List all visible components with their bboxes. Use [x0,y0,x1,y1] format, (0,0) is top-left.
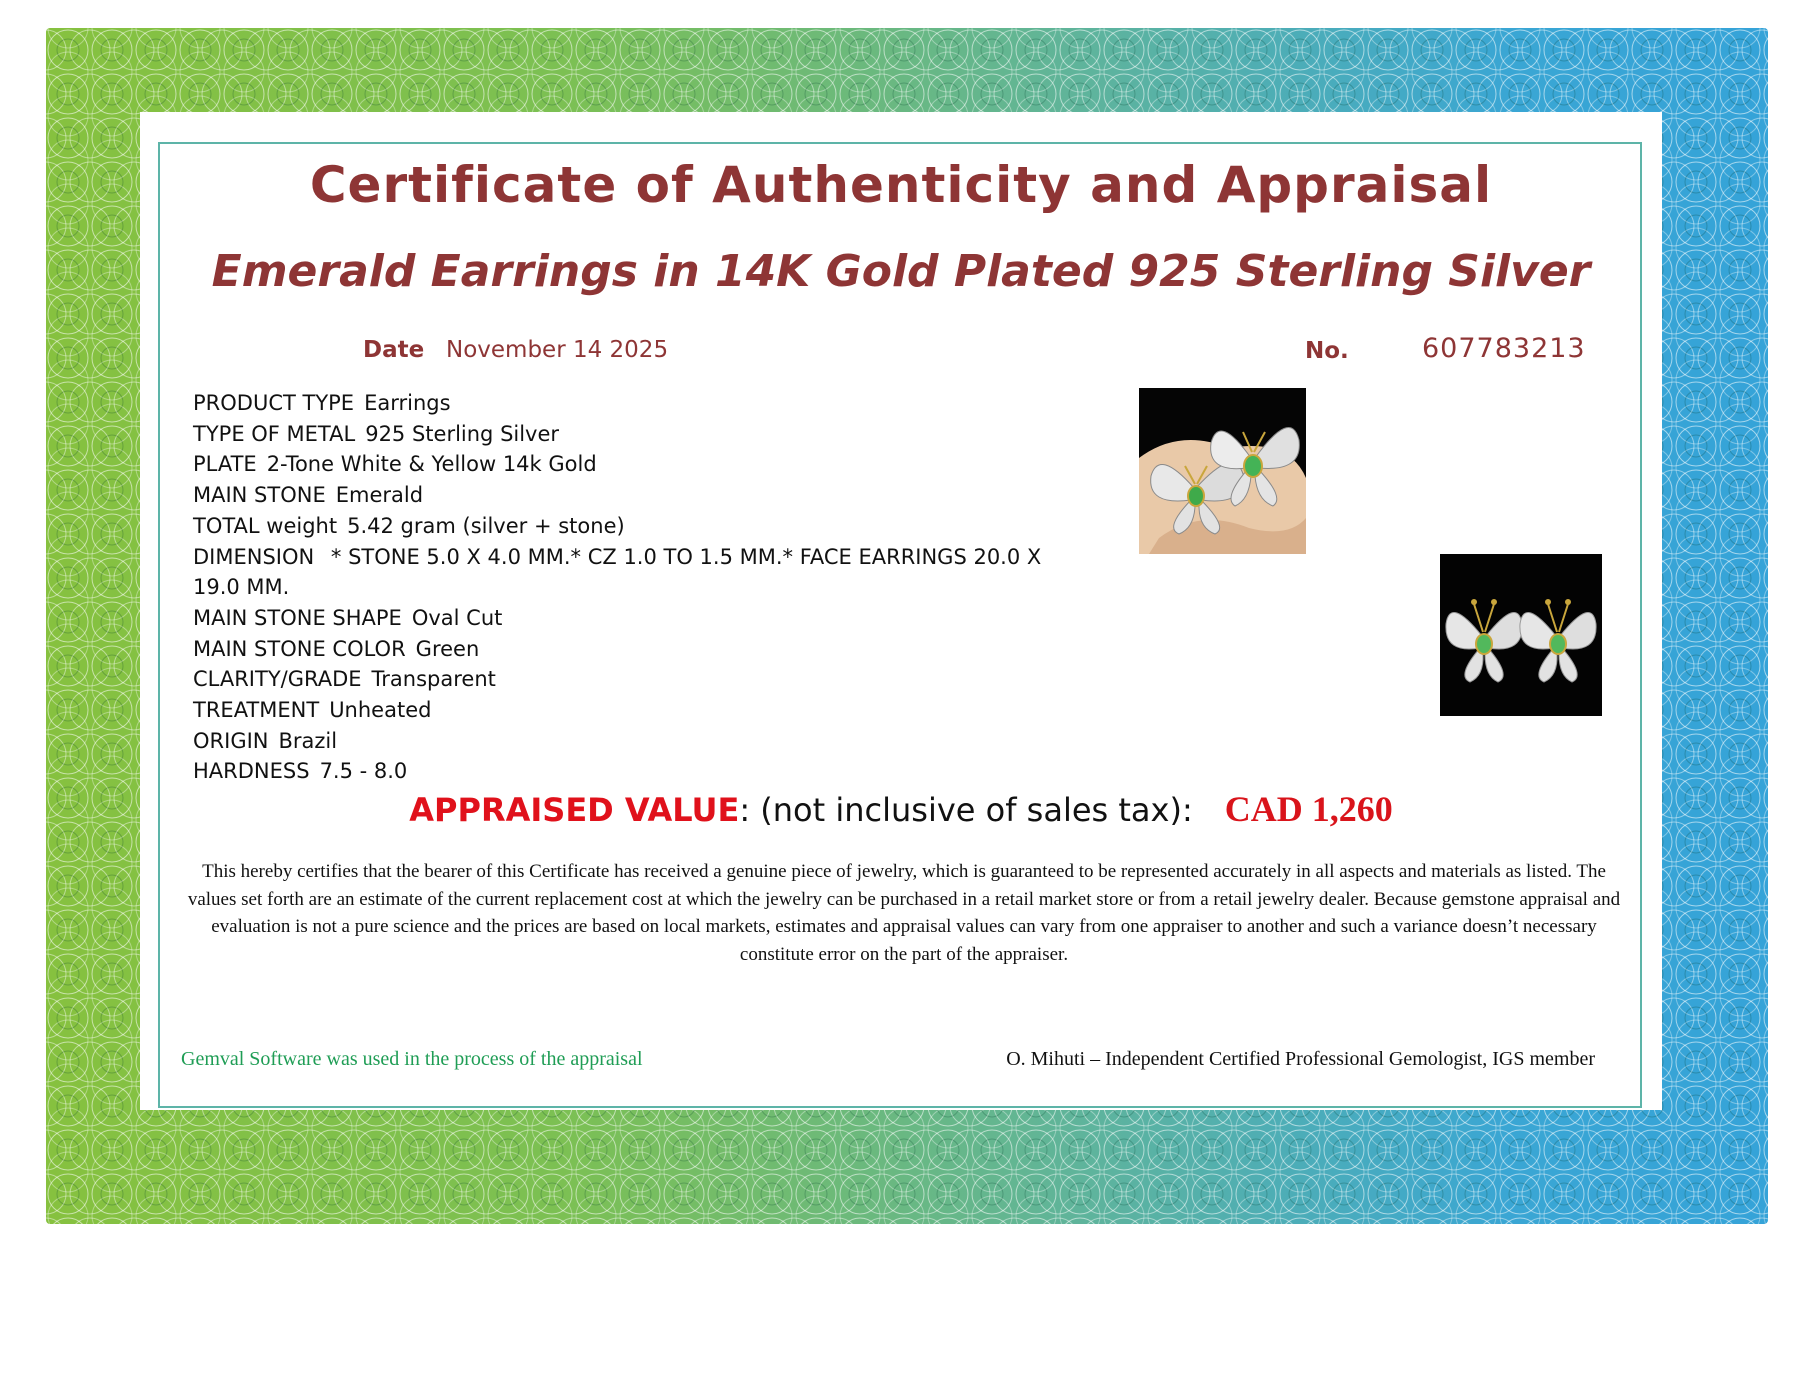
spec-value: Unheated [329,698,432,723]
spec-key: MAIN STONE [193,483,326,508]
spec-key: MAIN STONE SHAPE [193,605,402,630]
certificate-title: Certificate of Authenticity and Appraisal [309,156,1493,214]
gemologist-signature-line: O. Mihuti – Independent Certified Professional Gemologist, IGS member [1006,1048,1595,1070]
spec-item [193,756,1093,787]
spec-value: Transparent [371,667,496,692]
spec-value: Emerald [335,483,424,508]
spec-key: MAIN STONE COLOR [193,636,406,661]
spec-key: ORIGIN [193,728,269,753]
software-note: Gemval Software was used in the process of the appraisal [181,1048,643,1070]
spec-key: CLARITY/GRADE [193,667,362,692]
specifications-list [193,388,1093,787]
disclaimer-text: This hereby certifies that the bearer of this Certificate has received a genuine piece of jewelry, which is guaranteed to be represented accurately in all aspects and materials as listed. The values set forth are an estimate of the current replacement cost at which the jewelry can be purchased in a retail market store or from a retail jewelry dealer. Because gemstone appraisal and evaluation is not a pure science and the prices are based on local markets, estimates and appraisal values can vary from one appraiser to another and such a variance doesn’t necessary constitute error on the part of the appraiser. [187,861,1621,965]
spec-item [193,726,1093,757]
date-label: Date [363,337,425,363]
spec-key: PRODUCT TYPE [193,391,355,415]
spec-value: 2-Tone White & Yellow 14k Gold [266,452,597,477]
spec-value: 5.42 gram (silver + stone) [347,513,625,538]
product-subtitle: Emerald Earrings in 14K Gold Plated 925 Sterling Silver [211,246,1591,297]
spec-item [193,634,1093,665]
spec-value: 925 Sterling Silver [365,421,560,446]
spec-value: Green [415,636,480,661]
spec-value: * STONE 5.0 X 4.0 MM.* CZ 1.0 TO 1.5 MM.* FACE EARRINGS 20.0 X 19.0 MM. [193,544,1042,600]
certificate-number-value: 607783213 [1422,333,1586,364]
spec-item [193,695,1093,726]
spec-item [193,664,1093,695]
spec-key: DIMENSION [193,544,315,569]
spec-item [193,511,1093,542]
spec-value: Oval Cut [411,605,503,630]
appraised-value-note: : (not inclusive of sales tax): [739,791,1193,829]
appraised-value-label: APPRAISED VALUE [409,791,740,829]
spec-item [193,542,1093,603]
spec-key: TYPE OF METAL [193,421,356,446]
spec-value: Brazil [278,728,338,753]
spec-key: HARDNESS [193,759,310,784]
spec-value: Earrings [364,391,451,415]
earrings-pair-photo [1440,554,1602,716]
certificate-number-label: No. [1305,338,1349,364]
earrings-in-hand-photo [1139,388,1306,554]
spec-value: 7.5 - 8.0 [319,759,408,784]
spec-item [193,449,1093,480]
spec-item [193,388,1093,419]
spec-key: PLATE [193,452,257,477]
date-value: November 14 2025 [446,337,669,363]
spec-key: TREATMENT [193,698,320,723]
appraised-value-amount: CAD 1,260 [1224,789,1393,829]
spec-item [193,480,1093,511]
spec-item [193,419,1093,450]
spec-item [193,603,1093,634]
appraised-value-line [140,788,1662,830]
spec-key: TOTAL weight [193,513,338,538]
